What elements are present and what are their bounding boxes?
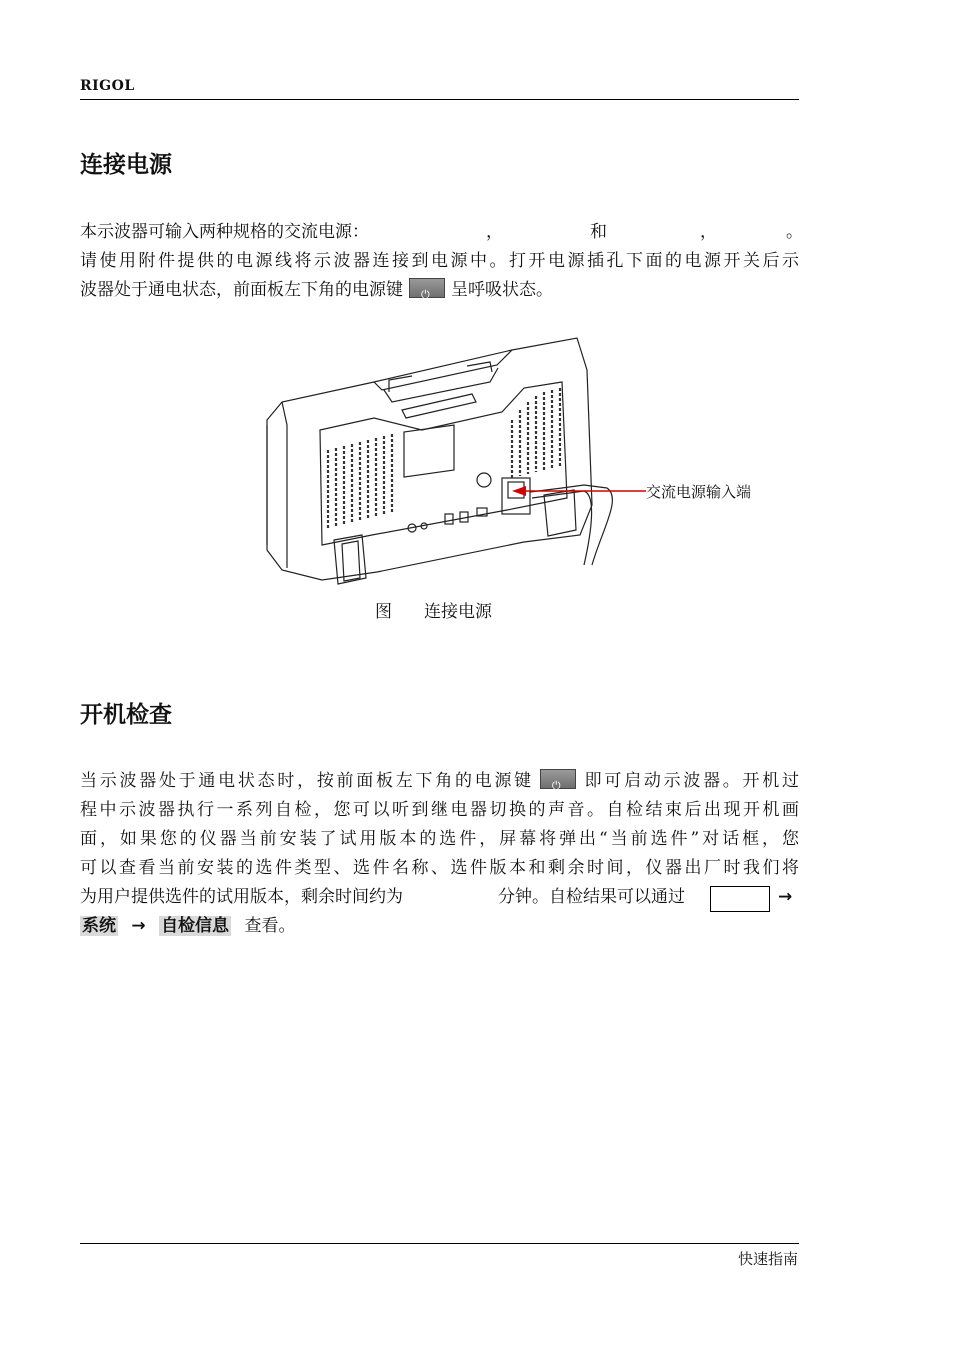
text-span: 分钟。自检结果可以通过 [498,887,685,907]
text-line: 程中示波器执行一系列自检，您可以听到继电器切换的声音。自检结束后出现开机画 [80,800,799,820]
header-rule [80,99,799,100]
figure-caption-prefix: 图 [375,602,392,622]
brand-logo: RIGOL [80,78,135,94]
figure-label-ac-input: 交流电源输入端 [646,483,752,501]
text-span: 查看。 [244,916,296,936]
text-line: 请使用附件提供的电源线将示波器连接到电源中。打开电源插孔下面的电源开关后示 [80,251,799,271]
section-title-power: 连接电源 [80,152,172,178]
utility-key-box [710,886,770,912]
figure-caption: 连接电源 [424,602,492,622]
text-span: 为用户提供选件的试用版本，剩余时间约为 [80,887,403,907]
text-span: ， [700,222,717,242]
oscilloscope-rear-figure [262,330,772,590]
footer-rule [80,1243,799,1244]
text-span: 当示波器处于通电状态时，按前面板左下角的电源键 [80,771,534,791]
text-span: 即可启动示波器。开机过 [581,771,800,791]
footer-title: 快速指南 [737,1250,798,1268]
power-key-icon [409,278,445,298]
menu-key-system: 系统 [82,916,116,936]
text-span: 本示波器可输入两种规格的交流电源： [80,222,369,242]
section-title-startup: 开机检查 [80,702,172,728]
power-key-icon [540,769,576,789]
arrow-icon: → [778,887,793,907]
text-span: 。 [786,222,803,242]
arrow-icon: → [131,916,146,936]
text-line: 面，如果您的仪器当前安装了试用版本的选件，屏幕将弹出“当前选件”对话框，您 [80,829,799,849]
power-paragraph [80,218,803,308]
startup-paragraph [80,767,799,943]
text-span: 和 [590,222,607,242]
text-span: 呈呼吸状态。 [451,280,553,300]
text-line: 可以查看当前安装的选件类型、选件名称、选件版本和剩余时间，仪器出厂时我们将 [80,858,799,878]
menu-key-selfcheck-info: 自检信息 [161,916,230,936]
text-span: 波器处于通电状态，前面板左下角的电源键 [80,280,403,300]
text-span: ， [486,222,503,242]
